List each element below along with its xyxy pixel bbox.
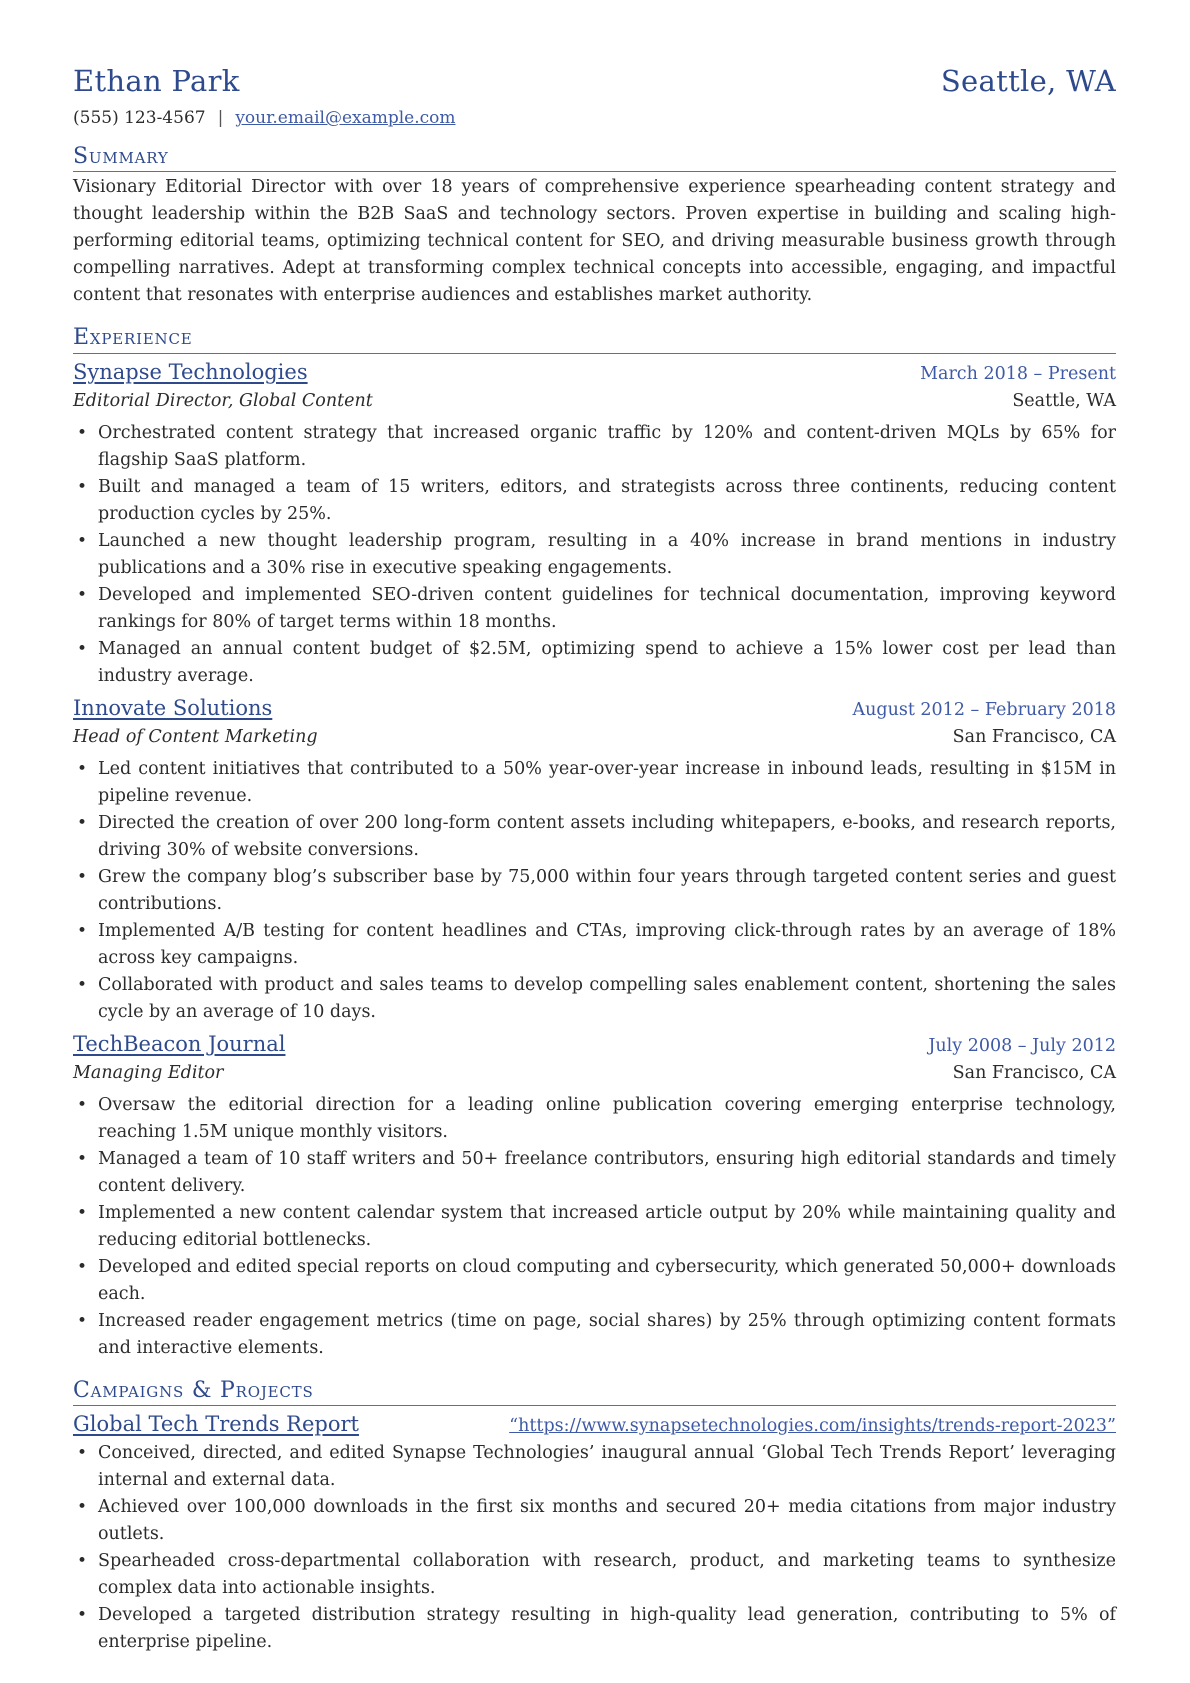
project-bullets [73, 1440, 1116, 1656]
bullet-item: • Developed and edited special reports on cloud computing and cybersecurity, which generated 50,000+ downloads each. [73, 1254, 1116, 1308]
job-entry [73, 694, 1116, 1026]
candidate-location: Seattle, WA [940, 64, 1116, 98]
bullet-item: • Built and managed a team of 15 writers, editors, and strategists across three continents, reducing content production cycles by 25%. [73, 474, 1116, 528]
section-title-summary: Summary [73, 144, 1116, 172]
bullet-item: • Collaborated with product and sales teams to develop compelling sales enablement content, shortening the sales cycle by an average of 10 days. [73, 972, 1116, 1026]
bullet-item: • Achieved over 100,000 downloads in the first six months and secured 20+ media citations from major industry outlets. [73, 1494, 1116, 1548]
phone-number: (555) 123-4567 [73, 108, 206, 128]
company-link[interactable]: TechBeacon Journal [73, 1031, 286, 1056]
project-header [73, 1410, 1116, 1440]
project-title-link[interactable]: Global Tech Trends Report [73, 1412, 359, 1437]
job-role: Managing Editor [73, 1062, 224, 1083]
job-dates: March 2018 – Present [920, 363, 1116, 384]
section-title-experience: Experience [73, 325, 1116, 353]
job-location: Seattle, WA [1012, 390, 1116, 411]
company-link[interactable]: Synapse Technologies [73, 359, 308, 384]
job-bullets [73, 756, 1116, 1026]
bullet-item: • Launched a new thought leadership program, resulting in a 40% increase in brand mentions in industry publications and a 30% rise in executive speaking engagements. [73, 528, 1116, 582]
bullet-item: • Conceived, directed, and edited Synapse Technologies’ inaugural annual ‘Global Tech Trends Report’ leveraging internal and external data. [73, 1440, 1116, 1494]
company-link[interactable]: Innovate Solutions [73, 695, 273, 720]
bullet-item: • Oversaw the editorial direction for a leading online publication covering emerging enterprise technology, reaching 1.5M unique monthly visitors. [73, 1092, 1116, 1146]
candidate-name: Ethan Park [73, 64, 240, 98]
section-title-projects: Campaigns & Projects [73, 1378, 1116, 1406]
bullet-item: • Increased reader engagement metrics (time on page, social shares) by 25% through optimizing content formats and interactive elements. [73, 1308, 1116, 1362]
bullet-item: • Spearheaded cross-departmental collaboration with research, product, and marketing teams to synthesize complex data into actionable insights. [73, 1548, 1116, 1602]
experience-section [73, 325, 1116, 1361]
bullet-item: • Managed an annual content budget of $2.5M, optimizing spend to achieve a 15% lower cost per lead than industry average. [73, 636, 1116, 690]
bullet-item: • Developed and implemented SEO-driven content guidelines for technical documentation, improving keyword rankings for 80% of target terms within 18 months. [73, 582, 1116, 636]
bullet-item: • Orchestrated content strategy that increased organic traffic by 120% and content-driven MQLs by 65% for flagship SaaS platform. [73, 420, 1116, 474]
job-location: San Francisco, CA [952, 726, 1116, 747]
summary-text: Visionary Editorial Director with over 18 years of comprehensive experience spearheading content strategy and thought leadership within the B2B SaaS and technology sectors. Proven expertise in building and scaling high-performing editorial teams, optimizing technical content for SEO, and driving measurable business growth through compelling narratives. Adept at transforming complex technical concepts into accessible, engaging, and impactful content that resonates with enterprise audiences and establishes market authority. [73, 177, 1116, 306]
bullet-item: • Directed the creation of over 200 long-form content assets including whitepapers, e-books, and research reports, driving 30% of website conversions. [73, 810, 1116, 864]
email-link[interactable]: your.email@example.com [235, 108, 456, 128]
job-bullets [73, 420, 1116, 690]
job-entry [73, 1030, 1116, 1362]
contact-separator: | [217, 108, 224, 128]
job-bullets [73, 1092, 1116, 1362]
job-role: Editorial Director, Global Content [73, 390, 373, 411]
bullet-item: • Managed a team of 10 staff writers and 50+ freelance contributors, ensuring high editorial standards and timely content delivery. [73, 1146, 1116, 1200]
job-dates: August 2012 – February 2018 [852, 699, 1116, 720]
job-dates: July 2008 – July 2012 [928, 1035, 1116, 1056]
contact-line [73, 108, 1116, 128]
bullet-item: • Developed a targeted distribution strategy resulting in high-quality lead generation, contributing to 5% of enterprise pipeline. [73, 1602, 1116, 1656]
bullet-item: • Led content initiatives that contributed to a 50% year-over-year increase in inbound leads, resulting in $15M in pipeline revenue. [73, 756, 1116, 810]
bullet-item: • Grew the company blog’s subscriber base by 75,000 within four years through targeted content series and guest contributions. [73, 864, 1116, 918]
job-entry [73, 358, 1116, 690]
job-role: Head of Content Marketing [73, 726, 318, 747]
job-location: San Francisco, CA [952, 1062, 1116, 1083]
bullet-item: • Implemented A/B testing for content headlines and CTAs, improving click-through rates by an average of 18% across key campaigns. [73, 918, 1116, 972]
projects-section [73, 1378, 1116, 1656]
summary-section [73, 144, 1116, 309]
bullet-item: • Implemented a new content calendar system that increased article output by 20% while maintaining quality and reducing editorial bottlenecks. [73, 1200, 1116, 1254]
header [73, 0, 1116, 98]
project-url-link[interactable]: “https://www.synapsetechnologies.com/insights/trends-report-2023” [509, 1416, 1116, 1437]
